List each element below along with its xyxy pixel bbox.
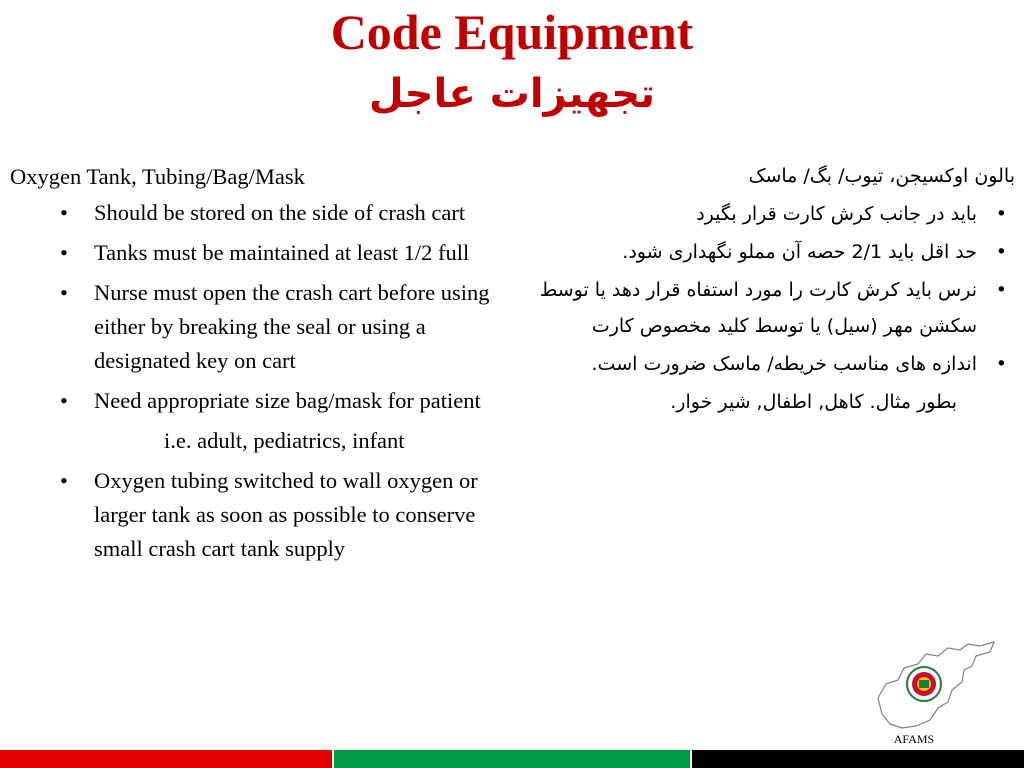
farsi-bullet-text: حد اقل باید 2/1 حصه آن مملو نگهداری شود. — [622, 241, 977, 263]
farsi-bullet-item — [520, 196, 1015, 232]
bullet-icon: • — [60, 240, 68, 265]
english-bullet-text: Nurse must open the crash cart before using either by breaking the seal or using a designated key on cart — [94, 280, 490, 373]
english-sub-note: i.e. adult, pediatrics, infant — [164, 428, 405, 453]
farsi-bullet-text: باید در جانب کرش کارت قرار بگیرد — [696, 203, 977, 225]
english-heading: Oxygen Tank, Tubing/Bag/Mask — [10, 164, 305, 189]
english-bullet-item — [10, 384, 510, 418]
english-bullet-item — [10, 196, 510, 230]
farsi-column — [520, 158, 1015, 420]
english-bullet-text: Need appropriate size bag/mask for patient — [94, 388, 481, 413]
farsi-bullet-item — [520, 346, 1015, 382]
afams-logo-label: AFAMS — [893, 732, 935, 746]
bullet-icon: • — [60, 280, 68, 305]
bullet-icon: • — [995, 353, 1007, 375]
english-bullet-list — [10, 196, 510, 418]
farsi-bullet-item — [520, 234, 1015, 270]
farsi-bullet-text: اندازه های مناسب خریطه/ ماسک ضرورت است. — [591, 353, 977, 375]
bullet-icon: • — [60, 468, 68, 493]
farsi-sub-note: بطور مثال. کاهل, اطفال, شیر خوار. — [670, 391, 957, 413]
flag-band-green — [332, 748, 690, 768]
afghanistan-map-logo-icon — [868, 640, 998, 732]
bullet-icon: • — [995, 203, 1007, 225]
flag-stripe-footer — [0, 748, 1024, 768]
english-bullet-list-continued — [10, 464, 510, 566]
bullet-icon: • — [60, 200, 68, 225]
english-bullet-text: Tanks must be maintained at least 1/2 full — [94, 240, 470, 265]
farsi-bullet-list — [520, 196, 1015, 382]
bullet-icon: • — [60, 388, 68, 413]
english-bullet-text: Oxygen tubing switched to wall oxygen or larger tank as soon as possible to conserve small crash cart tank supply — [94, 468, 478, 561]
bullet-icon: • — [995, 279, 1007, 301]
farsi-bullet-item — [520, 272, 1015, 344]
english-bullet-item — [10, 464, 510, 566]
slide-title-farsi: تجهیزات عاجل — [368, 71, 656, 117]
english-column — [10, 160, 510, 572]
bullet-icon: • — [995, 241, 1007, 263]
english-bullet-item — [10, 276, 510, 378]
english-bullet-text: Should be stored on the side of crash cart — [94, 200, 466, 225]
flag-band-black — [690, 748, 1024, 768]
farsi-heading: بالون اوکسیجن، تیوب/ بگ/ ماسک — [748, 165, 1015, 187]
slide-title-english: Code Equipment — [330, 4, 694, 60]
farsi-bullet-text: نرس باید کرش کارت را مورد استفاه قرار دهد یا توسط سکشن مهر (سیل) یا توسط کلید مخصوص کارت — [539, 279, 977, 337]
flag-band-red — [0, 748, 332, 768]
english-bullet-item — [10, 236, 510, 270]
